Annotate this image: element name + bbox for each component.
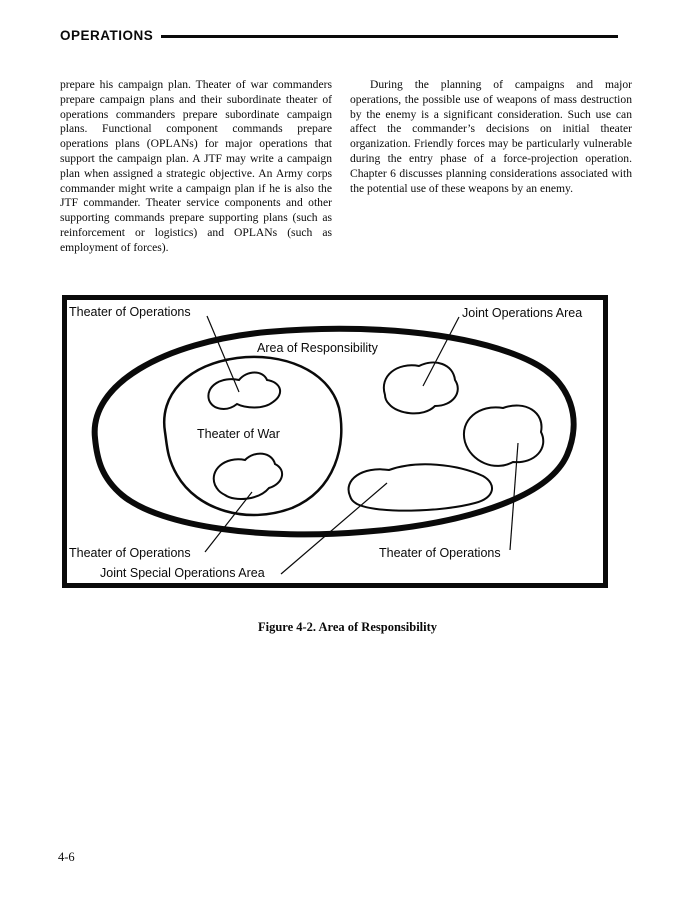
label-joint-operations-area: Joint Operations Area: [462, 306, 583, 320]
leader-theater-ops-bottom-left: [205, 492, 252, 552]
theater-of-operations-right-blob: [464, 405, 543, 465]
joint-special-operations-area-blob: [349, 464, 492, 510]
joint-operations-area-blob: [384, 362, 458, 413]
header-rule: [161, 35, 618, 39]
area-of-responsibility-outline: [95, 329, 574, 535]
label-theater-of-operations-bottom-left: Theater of Operations: [69, 546, 191, 560]
page-number: 4-6: [58, 850, 75, 864]
theater-of-operations-lower-blob: [214, 454, 282, 499]
label-theater-of-operations-top: Theater of Operations: [69, 305, 191, 319]
header-title: OPERATIONS: [60, 28, 154, 43]
label-theater-of-operations-bottom-right: Theater of Operations: [379, 546, 501, 560]
label-theater-of-war: Theater of War: [197, 427, 280, 441]
body-columns: [60, 78, 632, 256]
label-area-of-responsibility: Area of Responsibility: [257, 341, 378, 355]
figure-diagram: [67, 300, 603, 583]
page-header: [60, 28, 618, 43]
figure-caption: Figure 4-2. Area of Responsibility: [257, 620, 438, 634]
right-column-paragraph: During the planning of campaigns and major operations, the possible use of weapons of mass destruction by the enemy is a significant consideration. Such use can affect the commander’s decisions on initial theater organization. Friendly forces may be particularly vulnerable during the entry phase of a force-projection operation. Chapter 6 discusses planning considerations associated with the potential use of these weapons by an enemy.: [350, 78, 632, 195]
right-column: [350, 78, 632, 256]
label-joint-special-operations-area: Joint Special Operations Area: [100, 566, 265, 580]
figure-frame: [62, 295, 608, 588]
left-column-paragraph: prepare his campaign plan. Theater of war commanders prepare campaign plans and their subordinate theater of operations commanders prepare subordinate campaign plans. Functional component commands prepare operations plans (OPLANs) for major operations that support the campaign plan. A JTF may write a campaign plan when assigned a strategic objective. An Army corps commander might write a campaign plan if he is also the JTF commander. Theater service components and other supporting commands prepare supporting plans (such as reinforcement or logistics) and OPLANs (such as employment of forces).: [60, 78, 332, 254]
left-column: [60, 78, 332, 256]
theater-of-operations-upper-blob: [208, 373, 280, 409]
